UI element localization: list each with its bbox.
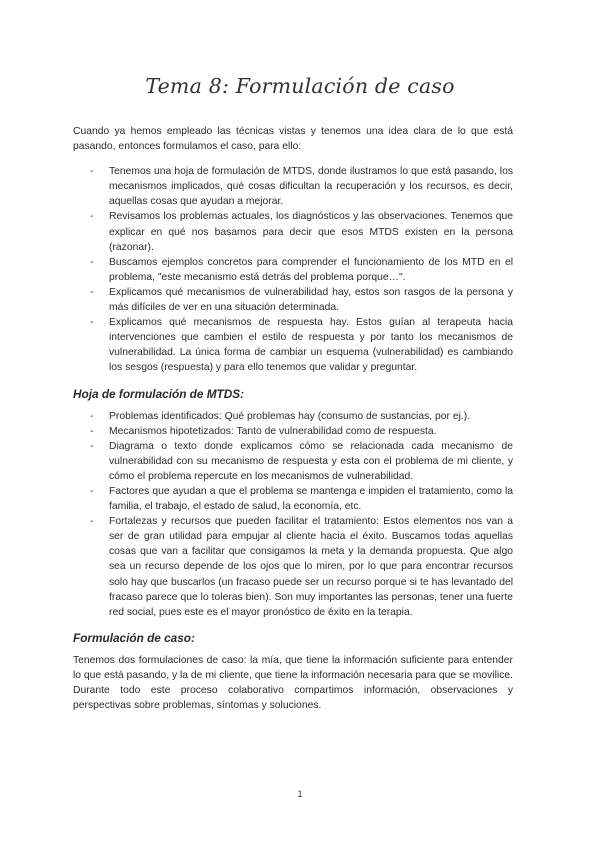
section-heading-mtds: Hoja de formulación de MTDS: xyxy=(73,386,245,401)
list-item xyxy=(73,164,513,209)
list-item-text: Tenemos una hoja de formulación de MTDS, donde ilustramos lo que está pasando, los mecanismos implicados, qué cosas dificultan la recuperación y los recursos, es decir, aquellas cosas que ayudan a mejorar. xyxy=(109,166,513,208)
bullet-dash: - xyxy=(90,317,94,329)
bullet-dash: - xyxy=(90,286,94,298)
list-item xyxy=(73,409,513,424)
list-item xyxy=(73,424,513,439)
document-body xyxy=(73,124,513,713)
list-item-text: Explicamos qué mecanismos de respuesta hay. Estos guían al terapeuta hacia intervenciones que cambien el estilo de respuesta y por tanto los mecanismos de vulnerabilidad. La única forma de cambiar un esquema (vulnerabilidad) es cambiando los sesgos (respuesta) y para ello tenemos que validar y preguntar. xyxy=(109,317,513,374)
bullet-dash: - xyxy=(90,485,94,497)
bullet-dash: - xyxy=(90,410,94,422)
mtds-sheet-list xyxy=(73,409,513,620)
page-title: Tema 8: Formulación de caso xyxy=(145,74,455,98)
list-item-text: Revisamos los problemas actuales, los diagnósticos y las observaciones. Tenemos que explicar en qué nos basamos para decir que esos MTDS existen en la persona (razonar). xyxy=(109,211,513,253)
page-number: 1 xyxy=(297,789,303,799)
bullet-dash: - xyxy=(90,211,94,223)
list-item xyxy=(73,209,513,254)
list-item-text: Mecanismos hipotetizados: Tanto de vulnerabilidad como de respuesta. xyxy=(109,425,437,437)
list-item-text: Diagrama o texto donde explicamos cómo se relacionada cada mecanismo de vulnerabilidad con su mecanismo de respuesta y esta con el problema de mi cliente, y cómo el problema repercute en los mecanismos de vulnerabilidad. xyxy=(109,440,513,482)
list-item-text: Problemas identificados: Qué problemas hay (consumo de sustancias, por ej.). xyxy=(109,410,471,422)
list-item xyxy=(73,255,513,285)
bullet-dash: - xyxy=(90,256,94,268)
list-item-text: Explicamos qué mecanismos de vulnerabilidad hay, estos son rasgos de la persona y más difíciles de ver en una situación determinada. xyxy=(109,286,513,314)
case-formulation-paragraph: Tenemos dos formulaciones de caso: la mía, que tiene la información suficiente para entender lo que está pasando, y la de mi cliente, que tiene la información necesaria para que se movilice. Durante todo este proceso colaborativo compartimos información, observaciones y perspectivas sobre problemas, síntomas y soluciones. xyxy=(73,654,513,712)
list-item xyxy=(73,484,513,514)
intro-paragraph: Cuando ya hemos empleado las técnicas vistas y tenemos una idea clara de lo que está pasando, entonces formulamos el caso, para ello: xyxy=(73,126,513,153)
list-item xyxy=(73,285,513,315)
steps-list xyxy=(73,164,513,375)
section-heading-case: Formulación de caso: xyxy=(73,630,195,645)
bullet-dash: - xyxy=(90,425,94,437)
bullet-dash: - xyxy=(90,166,94,178)
list-item xyxy=(73,315,513,375)
list-item-text: Fortalezas y recursos que pueden facilitar el tratamiento: Estos elementos nos van a ser de gran utilidad para empujar al cliente hacia el éxito. Buscamos todas aquellas cosas que van a facilitar que consigamos la meta y la demanda propuesta. Que algo sea un recurso depende de los ojos que lo miren, por lo que para encontrar recursos solo hay que buscarlos (un fracaso puede ser un recurso porque si te has levantado del fracaso parece que lo toleras bien). Son muy importantes las personas, tener una fuerte red social, pues este es el mayor pronóstico de éxito en la terapia. xyxy=(109,516,513,618)
bullet-dash: - xyxy=(90,440,94,452)
list-item-text: Factores que ayudan a que el problema se mantenga e impiden el tratamiento, como la familia, el trabajo, el estado de salud, la economía, etc. xyxy=(109,485,513,513)
list-item xyxy=(73,439,513,484)
bullet-dash: - xyxy=(90,516,94,528)
list-item xyxy=(73,514,513,620)
list-item-text: Buscamos ejemplos concretos para comprender el funcionamiento de los MTD en el problema, "este mecanismo está detrás del problema porque…". xyxy=(109,256,513,283)
